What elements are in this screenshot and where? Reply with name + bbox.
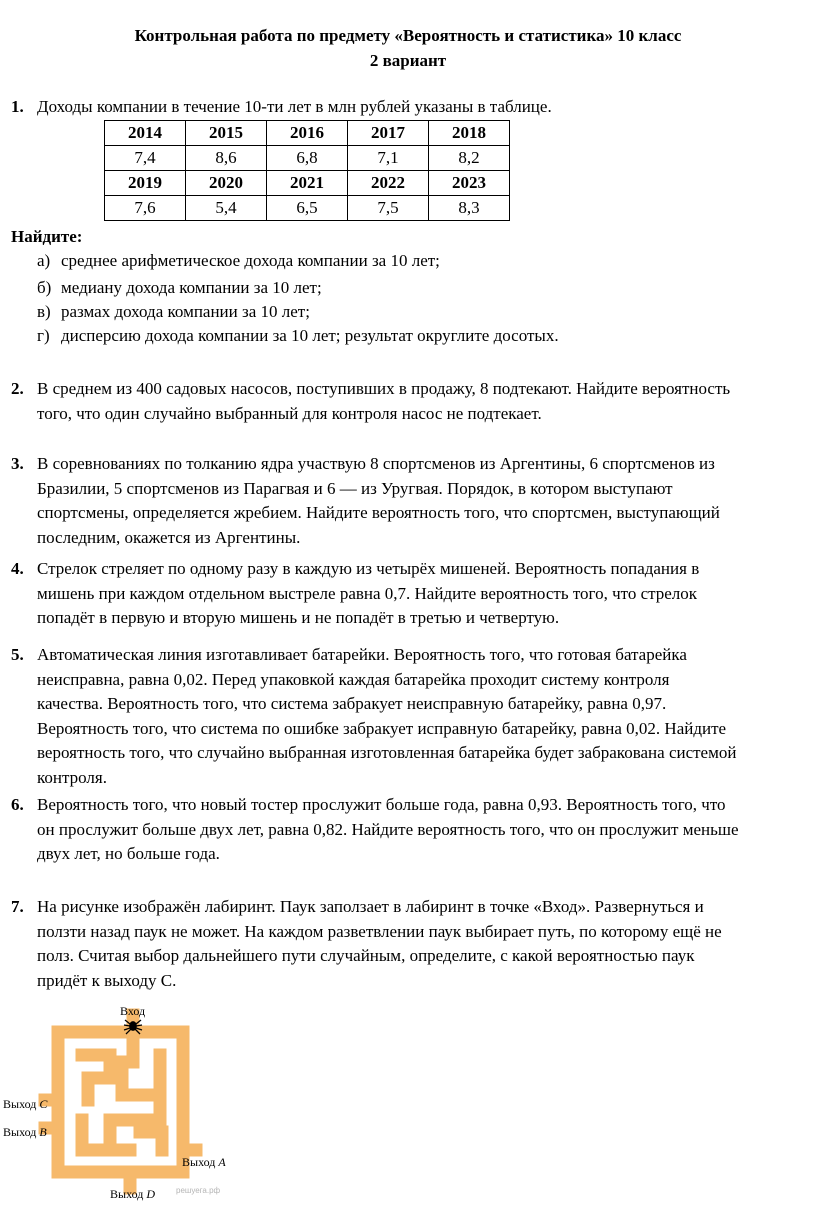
table-cell: 7,6 — [105, 196, 186, 221]
task-number: 1. — [11, 97, 24, 116]
maze-corridor — [140, 1132, 162, 1150]
task-text: Доходы компании в течение 10-ти лет в млн рублей указаны в таблице. — [37, 97, 552, 116]
text-line: спортсмены, определяется жребием. Найдите вероятность того, что спортсмен, выступающий — [37, 503, 720, 522]
find-heading: Найдите: — [11, 227, 83, 246]
task-number: 7. — [11, 897, 24, 916]
text-line: В среднем из 400 садовых насосов, поступивших в продажу, 8 подтекают. Найдите вероятность — [37, 379, 731, 398]
exit-prefix: Выход — [3, 1125, 40, 1139]
text-line: неисправна, равна 0,02. Перед упаковкой каждая батарейка проходит систему контроля — [37, 669, 670, 689]
text-line: того, что один случайно выбранный для контроля насос не подтекает. — [37, 403, 542, 423]
task-number: 4. — [11, 559, 24, 578]
subtask-a — [37, 251, 440, 271]
subtask-letter: г) — [37, 326, 50, 345]
text-line: Стрелок стреляет по одному разу в каждую из четырёх мишеней. Вероятность попадания в — [37, 559, 700, 578]
table-cell: 2021 — [267, 171, 348, 196]
maze-corridor — [82, 1055, 110, 1100]
text-line: полз. Считая выбор дальнейшего пути случайным, определите, с какой вероятностью паук — [37, 946, 695, 965]
table-cell: 8,3 — [429, 196, 510, 221]
maze-paths — [45, 1015, 196, 1188]
table-cell: 5,4 — [186, 196, 267, 221]
text-line: Вероятность того, что новый тостер прослужит больше года, равна 0,93. Вероятность того, что — [37, 795, 726, 814]
text-line: Автоматическая линия изготавливает батарейки. Вероятность того, что готовая батарейка — [37, 645, 687, 664]
task-number: 3. — [11, 454, 24, 473]
table-cell: 7,5 — [348, 196, 429, 221]
table-cell: 2017 — [348, 121, 429, 146]
text-line: В соревнованиях по толканию ядра участвую 8 спортсменов из Аргентины, 6 спортсменов из — [37, 454, 715, 473]
table-row-values-1 — [105, 146, 510, 171]
exit-letter: B — [39, 1125, 47, 1139]
text-line: Бразилии, 5 спортсменов из Парагвая и 6 — из Уругвая. Порядок, в котором выступают — [37, 478, 673, 498]
subtask-letter: а) — [37, 251, 51, 270]
table-cell: 6,8 — [267, 146, 348, 171]
subtask-text: размах дохода компании за 10 лет; — [61, 302, 310, 321]
maze-exit-a-label — [182, 1155, 226, 1169]
table-cell: 2022 — [348, 171, 429, 196]
subtask-letter: б) — [37, 278, 52, 297]
table-cell: 2014 — [105, 121, 186, 146]
table-row-values-2 — [105, 196, 510, 221]
task-number: 2. — [11, 379, 24, 398]
table-row-years-2 — [105, 171, 510, 196]
exit-letter: A — [218, 1155, 226, 1169]
text-line: мишень при каждом отдельном выстреле равна 0,7. Найдите вероятность того, что стрелок — [37, 583, 698, 603]
maze-figure — [0, 1000, 300, 1210]
maze-watermark: решуега.рф — [176, 1186, 221, 1195]
task-text — [37, 793, 815, 867]
task-text — [37, 895, 815, 993]
exit-prefix: Выход — [3, 1097, 40, 1111]
exit-prefix: Выход — [110, 1187, 147, 1201]
subtask-text: дисперсию дохода компании за 10 лет; результат округлите досотых. — [61, 326, 559, 345]
table-cell: 7,4 — [105, 146, 186, 171]
maze-exit-b-label — [3, 1125, 47, 1139]
task-text — [37, 452, 815, 550]
task-number: 5. — [11, 645, 24, 664]
table-cell: 2016 — [267, 121, 348, 146]
table-cell: 2015 — [186, 121, 267, 146]
table-cell: 2018 — [429, 121, 510, 146]
text-line: он прослужит больше двух лет, равна 0,82. Найдите вероятность того, что он прослужит меньше — [37, 819, 739, 839]
variant-title: 2 вариант — [369, 51, 447, 70]
text-line: контроля. — [37, 767, 107, 787]
text-line: На рисунке изображён лабиринт. Паук заползает в лабиринт в точке «Вход». Развернуться и — [37, 897, 704, 916]
task-text — [37, 557, 815, 631]
exit-letter: C — [39, 1097, 48, 1111]
text-line: двух лет, но больше года. — [37, 844, 220, 863]
table-row-years-1 — [105, 121, 510, 146]
maze-exit-d-label — [110, 1187, 155, 1201]
table-cell: 2023 — [429, 171, 510, 196]
text-line: вероятность того, что случайно выбранная изготовленная батарейка будет забракована системой — [37, 743, 737, 762]
table-cell: 8,2 — [429, 146, 510, 171]
table-cell: 6,5 — [267, 196, 348, 221]
text-line: ползти назад паук не может. На каждом разветвлении паук выбирает путь, по которому ещё не — [37, 921, 722, 941]
subtask-b — [37, 278, 322, 298]
table-cell: 7,1 — [348, 146, 429, 171]
exit-prefix: Выход — [182, 1155, 219, 1169]
task-text — [37, 377, 815, 426]
maze-entrance-label: Вход — [120, 1004, 146, 1018]
subtask-c — [37, 302, 310, 322]
text-line: качества. Вероятность того, что система забракует неисправную батарейку, равна 0,97. — [37, 694, 667, 713]
task-text — [37, 643, 815, 790]
exit-letter: D — [146, 1187, 156, 1201]
table-cell: 2019 — [105, 171, 186, 196]
subtask-text: медиану дохода компании за 10 лет; — [61, 278, 322, 297]
table-cell: 2020 — [186, 171, 267, 196]
subtask-text: среднее арифметическое дохода компании за 10 лет; — [61, 251, 440, 270]
income-table — [104, 120, 510, 221]
subtask-letter: в) — [37, 302, 51, 321]
text-line: последним, окажется из Аргентины. — [37, 527, 301, 547]
table-cell: 8,6 — [186, 146, 267, 171]
text-line: придёт к выходу С. — [37, 970, 177, 990]
subtask-d — [37, 326, 559, 346]
text-line: попадёт в первую и вторую мишень и не попадёт в третью и четвертую. — [37, 608, 560, 627]
page-title: Контрольная работа по предмету «Вероятность и статистика» 10 класс — [134, 26, 682, 45]
maze-exit-c-label — [3, 1097, 48, 1111]
task-number: 6. — [11, 795, 24, 814]
text-line: Вероятность того, что система по ошибке забракует исправную батарейку, равна 0,02. Найдите — [37, 718, 727, 738]
